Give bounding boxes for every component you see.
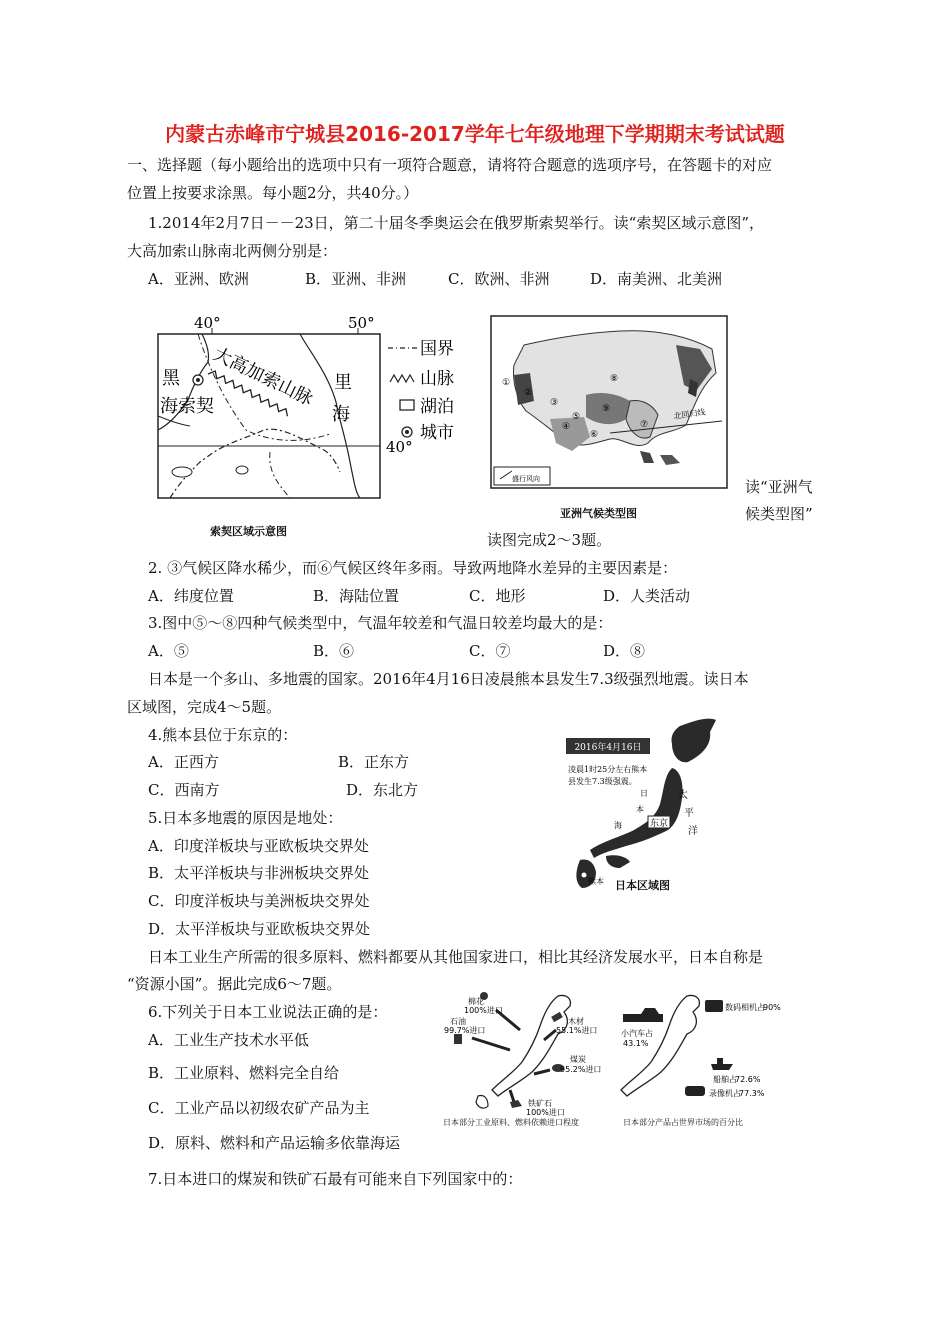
q5-option-b[interactable]: B．太平洋板块与非洲板块交界处 [148,864,370,882]
q1-option-b[interactable]: B．亚洲、非洲 [305,270,407,288]
timber-icon [551,1012,563,1022]
sochi-region-map [150,312,480,512]
q2-option-a[interactable]: A．纬度位置 [148,587,234,605]
sea-japan-label-2: 本 [636,805,644,814]
q4-option-a[interactable]: A．正西方 [148,753,219,771]
caspian-coast [300,334,360,498]
q5-stem: 5.日本多地震的原因是地处： [148,809,343,827]
q3-option-d[interactable]: D．⑧ [603,642,646,660]
sochi-map-caption: 索契区域示意图 [210,525,287,538]
q3-option-a[interactable]: A．⑤ [148,642,189,660]
sea-japan-label-1: 日 [640,789,648,798]
import-item-2-name: 石油 [450,1017,466,1026]
q4-stem: 4.熊本县位于东京的： [148,726,298,744]
q5-option-d[interactable]: D．太平洋板块与亚欧板块交界处 [148,920,371,938]
zone-label-1: ① [502,378,511,388]
q3-option-c[interactable]: C．⑦ [469,642,511,660]
read-asia-line3: 读图完成2～3题。 [487,531,612,549]
import-item-4-value: 95.2%进口 [560,1065,602,1074]
pacific-label-3: 洋 [688,826,698,837]
zone-label-3: ③ [550,398,559,408]
sochi-label: 索契 [178,396,214,417]
import-dependency-map [440,990,615,1130]
car-icon [623,1008,663,1022]
q2-option-d[interactable]: D．人类活动 [603,587,691,605]
q5-option-c[interactable]: C．印度洋板块与美洲板块交界处 [148,892,370,910]
q1-option-c[interactable]: C．欧洲、非洲 [448,270,550,288]
japan-map-caption: 日本区域图 [615,879,670,892]
lon-left-label: 40° [194,314,221,332]
arrow-oil [472,1038,510,1050]
market-item-1-value: 43.1% [623,1039,649,1048]
market-item-3-value: 72.6% [735,1075,761,1084]
japan-outline-import [492,995,570,1096]
zone-label-8: ⑧ [610,374,619,384]
q4-option-d[interactable]: D．东北方 [346,781,419,799]
asia-climate-map [490,315,730,490]
q2-option-b[interactable]: B．海陆位置 [313,587,400,605]
import-item-3-value: 55.1%进口 [556,1026,598,1035]
video-recorder-icon [685,1086,705,1096]
q7-stem: 7.日本进口的煤炭和铁矿石最有可能来自下列国家中的： [148,1170,523,1188]
q1-option-d[interactable]: D．南美洲、北美洲 [590,270,723,288]
market-map-caption: 日本部分产品占世界市场的百分比 [623,1118,743,1127]
zone-label-6: ⑥ [590,430,599,440]
market-share-map [615,990,790,1130]
caucasus-label: 大高加索山脉 [209,343,317,410]
q6-option-b[interactable]: B．工业原料、燃料完全自给 [148,1064,340,1082]
market-item-3-name: 船舶占 [713,1075,737,1084]
q1-option-a[interactable]: A．亚洲、欧洲 [148,270,249,288]
caspian-label-1: 里 [334,372,352,393]
q6-option-c[interactable]: C．工业产品以初级农矿产品为主 [148,1099,370,1117]
import-item-5-value: 100%进口 [526,1108,565,1117]
camera-icon [705,1000,723,1012]
border-inner [270,452,290,498]
sea-japan-label-3: 海 [614,821,622,830]
kumamoto-marker [582,873,587,878]
market-item-2-name: 数码相机占 [725,1003,765,1012]
q1-stem-line2: 大高加索山脉南北两侧分别是： [127,242,338,260]
quake-note-line1: 凌晨1时25分左右熊本 [568,765,648,774]
zone-label-9: ⑨ [602,404,611,414]
q3-option-b[interactable]: B．⑥ [313,642,355,660]
date-label: 2016年4月16日 [574,743,642,753]
asia-map-caption: 亚洲气候类型图 [560,507,637,520]
legend-lake-icon [400,400,414,410]
legend-lake-label: 湖泊 [420,397,454,417]
wind-legend-label: 盛行风向 [512,475,540,483]
kyushu-outline-import [476,1095,488,1108]
tokyo-label: 东京 [650,819,669,829]
lat-label: 40° [386,438,413,456]
page-title: 内蒙古赤峰市宁城县2016-2017学年七年级地理下学期期末考试试题 [165,122,785,146]
japan-intro-line2: 区域图，完成4～5题。 [127,698,282,716]
q6-option-d[interactable]: D．原料、燃料和产品运输多依靠海运 [148,1134,401,1152]
arrow-timber [544,1030,556,1040]
q2-option-c[interactable]: C．地形 [469,587,526,605]
arrow-coal [534,1070,550,1074]
zone-label-7: ⑦ [640,420,649,430]
import-item-3-name: 木材 [568,1017,584,1026]
import-item-4-name: 煤炭 [570,1055,586,1064]
legend-mountain-label: 山脉 [420,369,454,389]
iron-ore-icon [510,1100,522,1108]
q4-option-c[interactable]: C．西南方 [148,781,220,799]
legend-city-dot [405,430,409,434]
pacific-label-1: 太 [678,790,688,801]
import-map-caption: 日本部分工业原料、燃料依赖进口程度 [443,1118,579,1127]
kumamoto-label: 熊本 [588,877,604,886]
tropic-label: 北回归线 [673,407,706,421]
industry-intro-line1: 日本工业生产所需的很多原料、燃料都要从其他国家进口，相比其经济发展水平，日本自称是 [148,948,764,966]
black-sea-label-1: 黑 [162,368,180,389]
q4-option-b[interactable]: B．正东方 [338,753,410,771]
japan-region-map [560,712,735,897]
read-asia-line1: 读“亚洲气 [745,478,813,496]
lake-2 [236,466,248,474]
market-item-4-value: 77.3% [739,1089,765,1098]
quake-note-line2: 县发生7.3级强震。 [568,777,637,786]
ship-icon [711,1058,733,1070]
q5-option-a[interactable]: A．印度洋板块与亚欧板块交界处 [148,837,369,855]
zone-label-4: ④ [562,422,571,432]
legend-border-label: 国界 [420,339,454,359]
lake-1 [172,467,192,477]
japan-intro-line1: 日本是一个多山、多地震的国家。2016年4月16日凌晨熊本县发生7.3级强烈地震。读日本 [148,670,749,688]
q2-stem: 2. ③气候区降水稀少，而⑥气候区终年多雨。导致两地降水差异的主要因素是： [148,559,678,577]
market-item-2-value: 90% [763,1003,781,1012]
legend-city-label: 城市 [420,423,454,443]
shikoku [606,855,630,868]
lon-right-label: 50° [348,314,375,332]
section-instruction-line1: 一、选择题（每小题给出的选项中只有一项符合题意，请将符合题意的选项序号，在答题卡的对应 [127,156,773,174]
import-item-5-name: 铁矿石 [528,1099,552,1108]
q1-stem-line1: 1.2014年2月7日－－23日，第二十届冬季奥运会在俄罗斯索契举行。读“索契区域示意图”， [148,214,764,232]
black-sea-label-2: 海 [160,396,178,417]
q6-stem: 6.下列关于日本工业说法正确的是： [148,1003,388,1021]
market-item-1-name: 小汽车占 [621,1029,653,1038]
border-south [170,429,340,498]
arrow-iron-ore [510,1090,514,1102]
q6-option-a[interactable]: A．工业生产技术水平低 [148,1031,309,1049]
oil-icon [454,1034,462,1044]
import-item-2-value: 99.7%进口 [444,1026,486,1035]
legend-mountain-icon [390,375,414,382]
import-item-1-name: 棉花 [468,997,484,1006]
hokkaido [671,719,716,763]
zone-label-2: ② [524,388,533,398]
sochi-city-dot [196,378,200,382]
zone-label-5: ⑤ [572,412,581,422]
industry-intro-line2: “资源小国”。据此完成6～7题。 [127,975,342,993]
import-item-1-value: 100%进口 [464,1006,503,1015]
pacific-label-2: 平 [684,808,694,819]
read-asia-line2: 候类型图” [745,505,813,523]
section-instruction-line2: 位置上按要求涂黑。每小题2分，共40分。） [127,184,419,202]
q3-stem: 3.图中⑤～⑧四种气候类型中，气温年较差和气温日较差均最大的是： [148,614,613,632]
caspian-label-2: 海 [332,404,350,425]
market-item-4-name: 录像机占 [709,1089,741,1098]
